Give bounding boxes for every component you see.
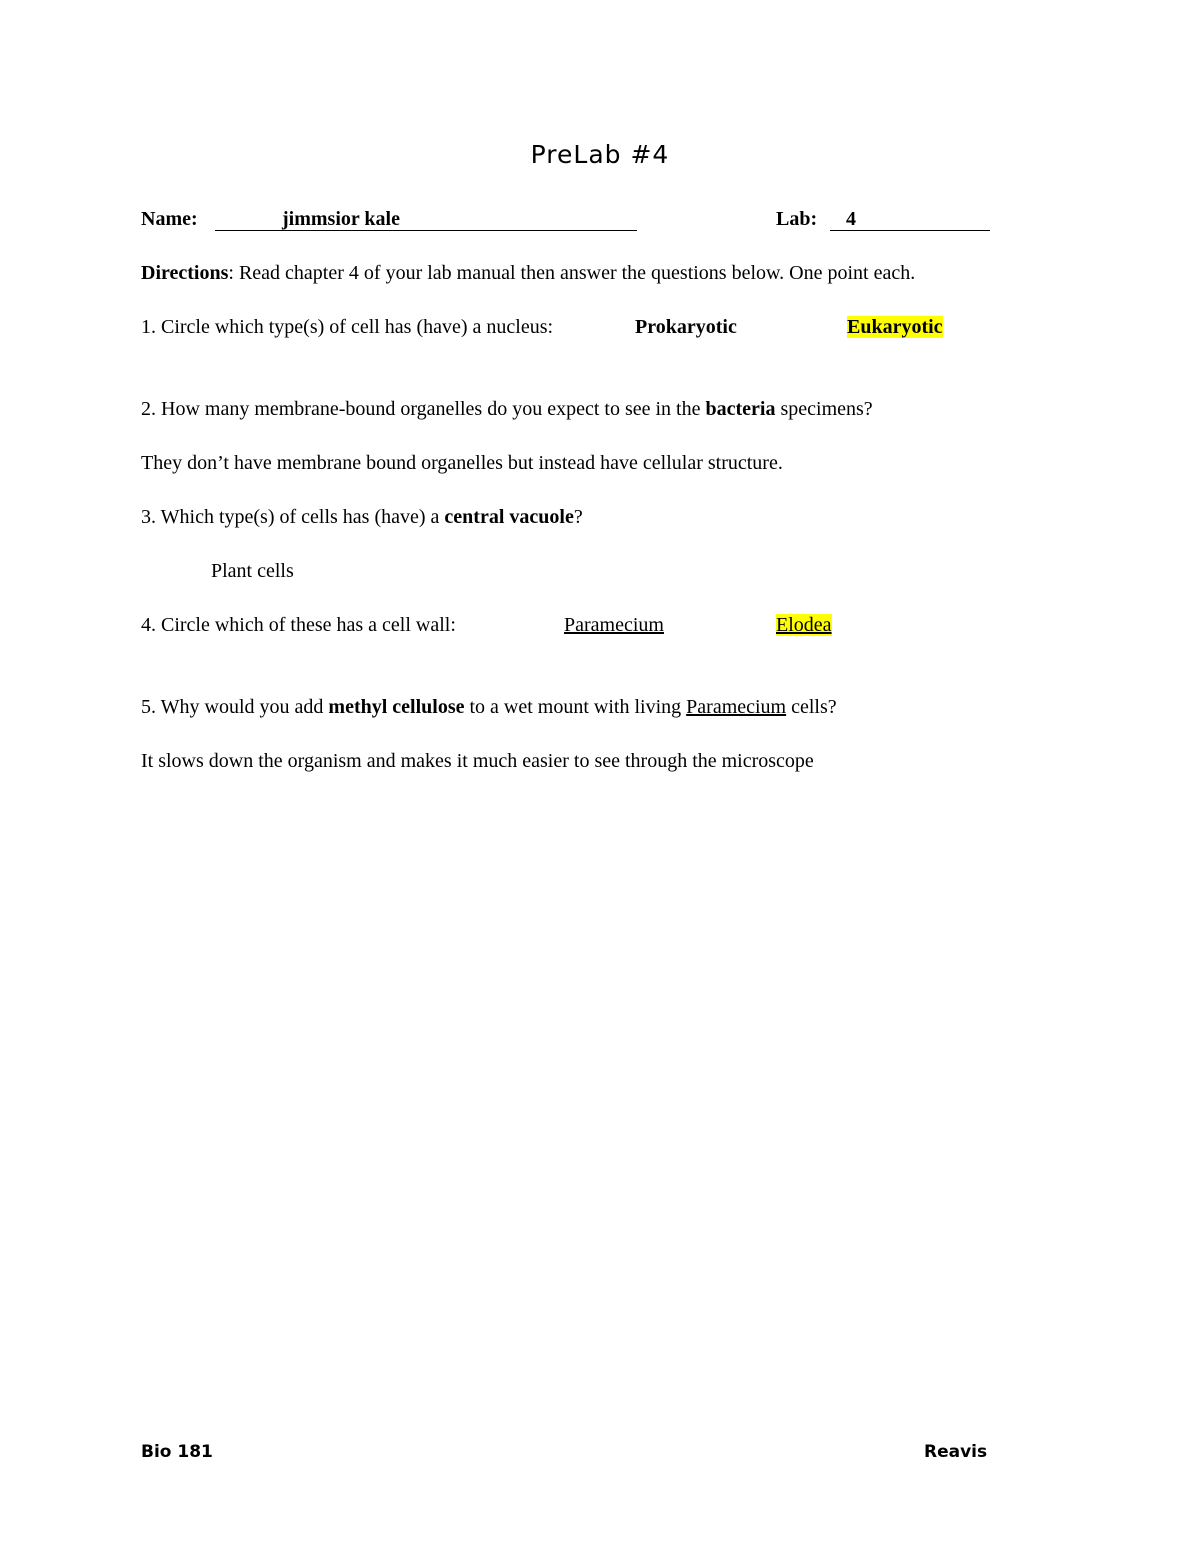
question-3-answer: Plant cells: [211, 560, 294, 582]
q5-text-before: 5. Why would you add: [141, 696, 329, 718]
q3-text-before: 3. Which type(s) of cells has (have) a: [141, 506, 445, 528]
q2-bold-term: bacteria: [705, 398, 776, 420]
directions-label: Directions: [141, 262, 229, 284]
q5-text-middle: to a wet mount with living: [464, 696, 687, 718]
name-value: jimmsior kale: [282, 208, 400, 230]
lab-blank: [830, 208, 990, 231]
question-4-text: 4. Circle which of these has a cell wall:: [141, 614, 456, 636]
footer-instructor: Reavis: [924, 1442, 988, 1462]
question-5-answer: It slows down the organism and makes it much easier to see through the microscope: [141, 750, 814, 772]
directions-line: [141, 262, 915, 285]
q4-option-elodea: [776, 614, 832, 637]
question-3-text: [141, 506, 583, 529]
question-5-text: [141, 696, 837, 719]
name-blank: [215, 208, 637, 231]
q4-option-paramecium: Paramecium: [564, 614, 664, 636]
q5-bold-term: methyl cellulose: [328, 696, 465, 718]
lab-field: [830, 208, 990, 231]
lab-label: Lab:: [776, 208, 818, 230]
q2-text-after: specimens?: [775, 398, 873, 420]
document-title: PreLab #4: [530, 140, 670, 169]
q5-underlined-term: Paramecium: [686, 696, 787, 718]
lab-value: 4: [846, 208, 856, 230]
q1-eukaryotic-highlight: Eukaryotic: [847, 316, 943, 338]
name-field: [215, 208, 637, 231]
q5-text-after: cells?: [786, 696, 837, 718]
q3-bold-term: central vacuole: [444, 506, 574, 528]
q3-text-after: ?: [573, 506, 583, 528]
q2-text-before: 2. How many membrane-bound organelles do you expect to see in the: [141, 398, 706, 420]
directions-text: : Read chapter 4 of your lab manual then answer the questions below. One point each.: [228, 262, 916, 284]
question-2-answer: They don’t have membrane bound organelles but instead have cellular structure.: [141, 452, 783, 474]
footer-course: Bio 181: [141, 1442, 213, 1462]
q1-option-eukaryotic: [847, 316, 943, 339]
question-1-text: 1. Circle which type(s) of cell has (have) a nucleus:: [141, 316, 554, 338]
question-2-text: [141, 398, 873, 421]
q4-elodea-highlight: Elodea: [776, 614, 832, 636]
q1-option-prokaryotic: Prokaryotic: [635, 316, 737, 338]
name-label: Name:: [141, 208, 198, 230]
